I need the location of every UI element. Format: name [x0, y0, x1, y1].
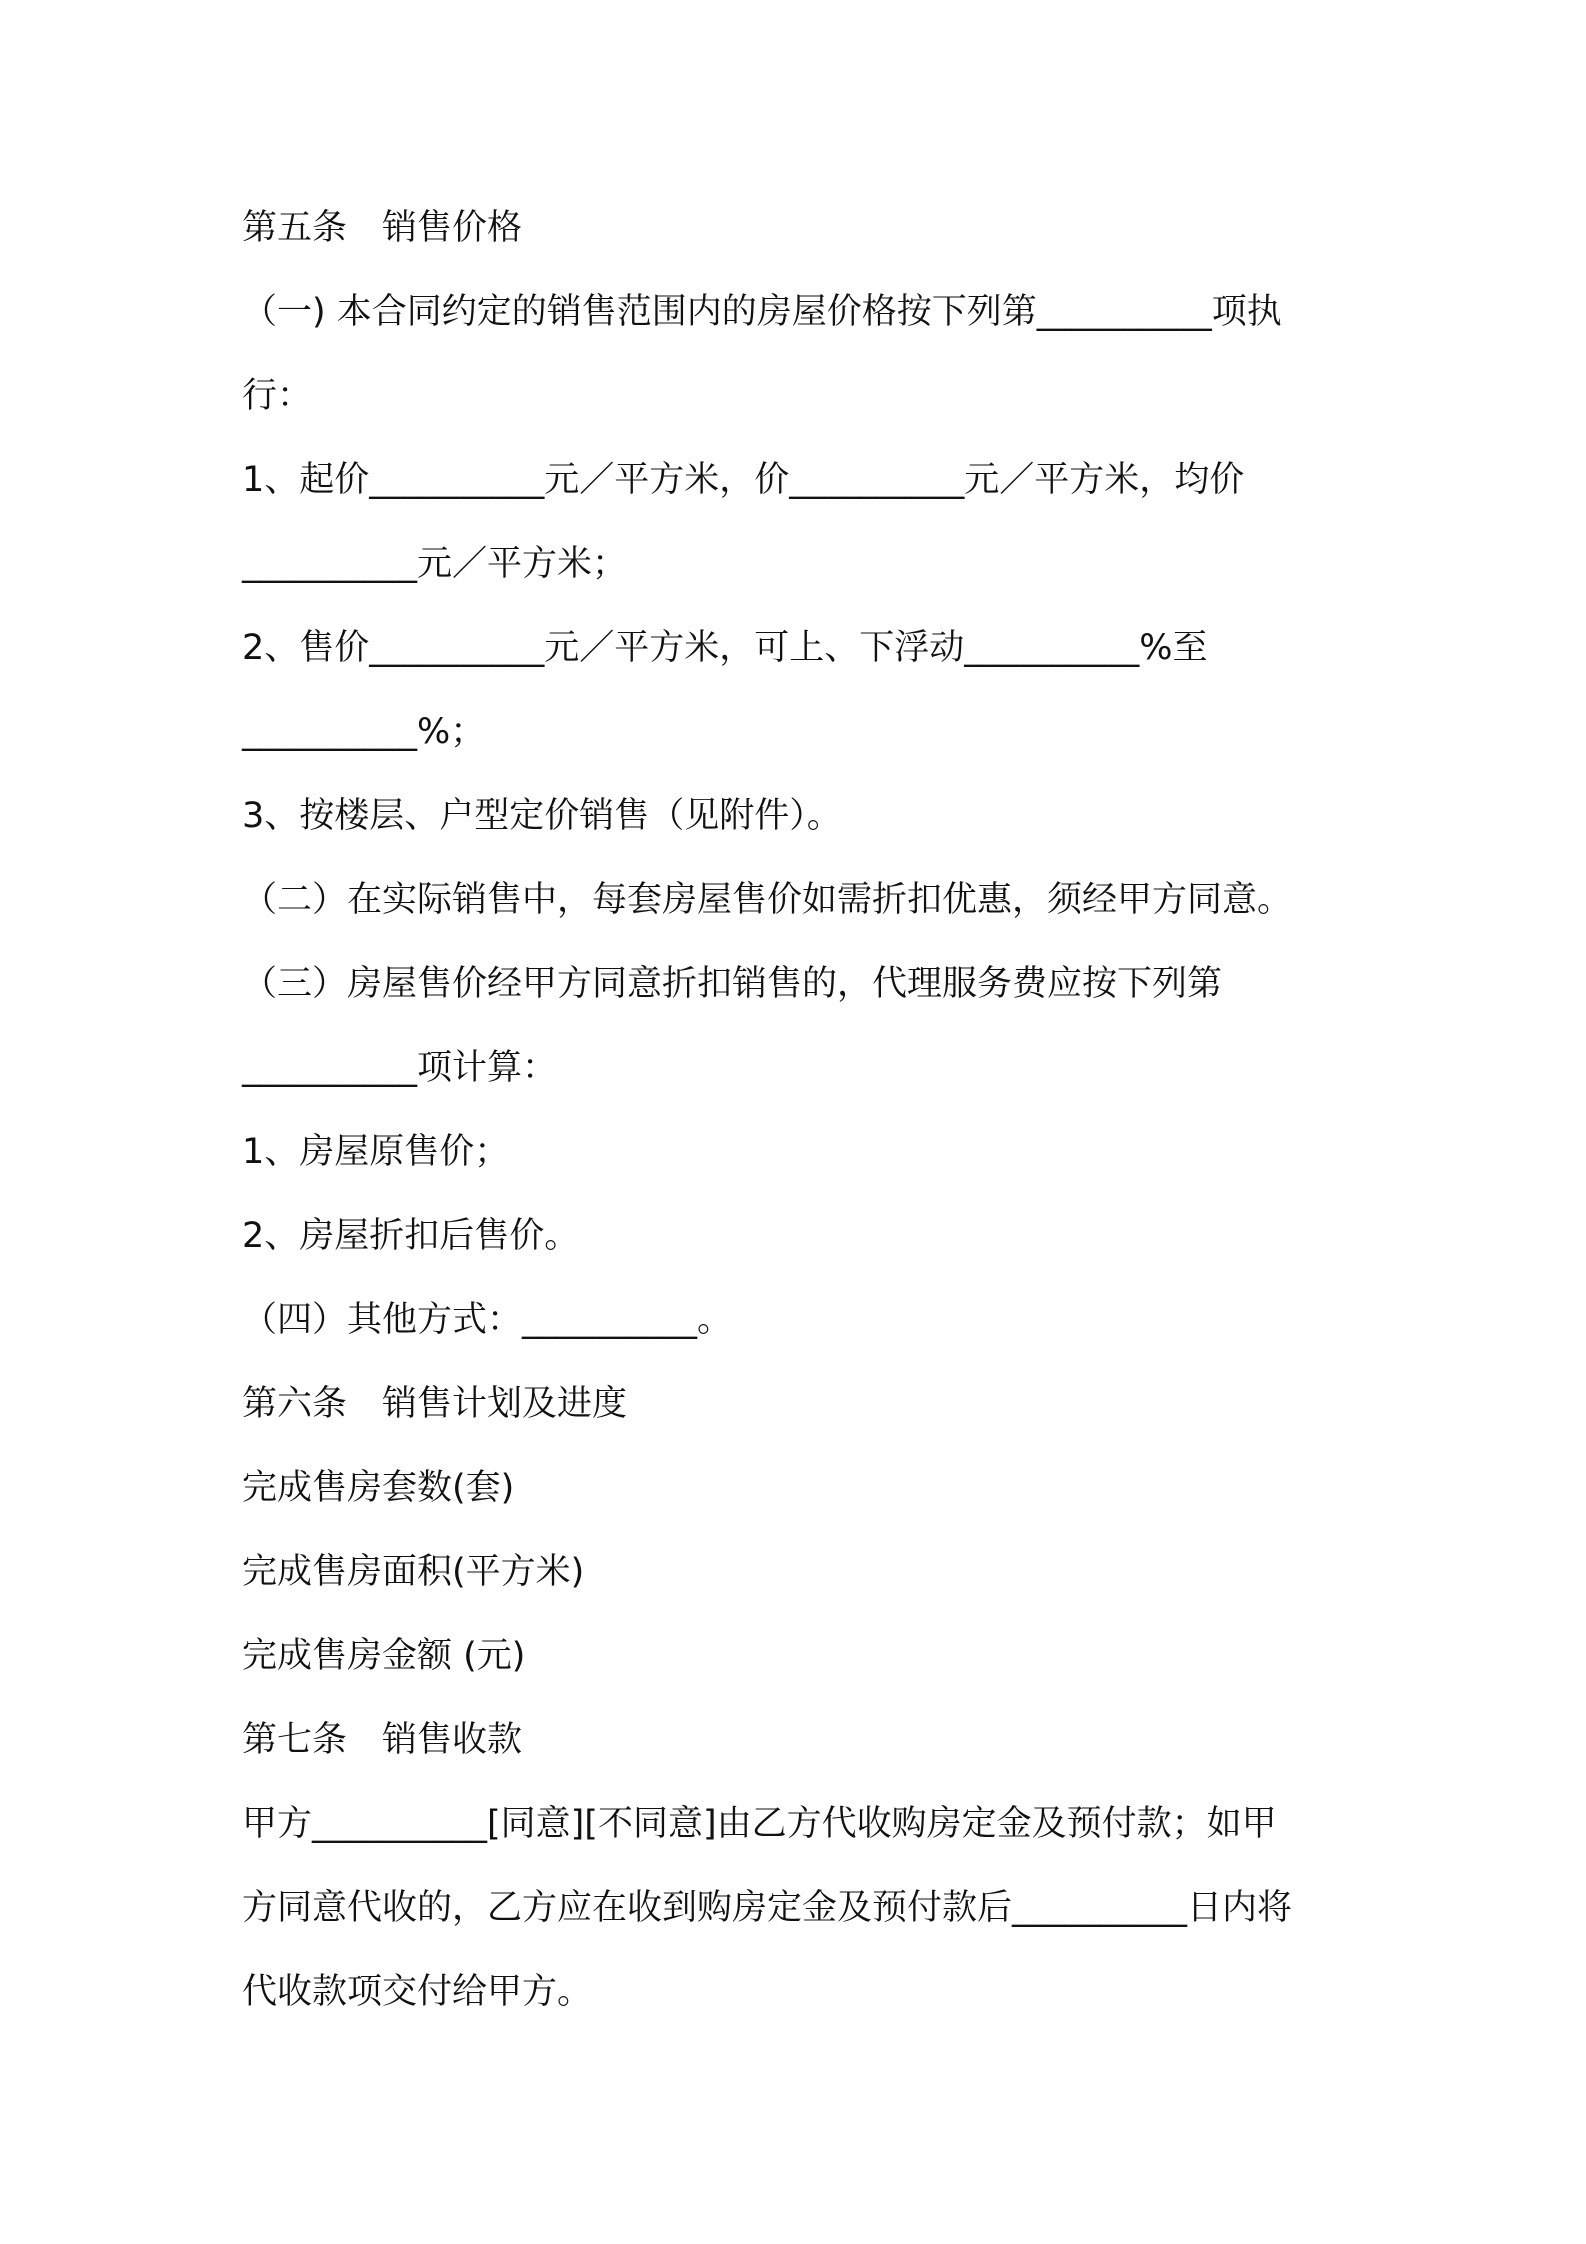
article-7-heading: 第七条 销售收款 [242, 1720, 523, 1760]
clause-4: （四）其他方式：__________。 [242, 1300, 733, 1340]
item-2-line-2: __________%； [242, 712, 486, 752]
item-1-line-1: 1、起价__________元／平方米，价__________元／平方米，均价 [242, 460, 1245, 500]
clause-3-item-1: 1、房屋原售价； [242, 1132, 510, 1172]
plan-amount-sold: 完成售房金额 (元) [242, 1636, 526, 1676]
article-6-heading: 第六条 销售计划及进度 [242, 1384, 628, 1424]
clause-3-item-2: 2、房屋折扣后售价。 [242, 1216, 580, 1256]
document-body [242, 200, 1362, 2048]
clause-1-line-1: （一) 本合同约定的销售范围内的房屋价格按下列第__________项执 [242, 292, 1282, 332]
item-3: 3、按楼层、户型定价销售（见附件）。 [242, 796, 842, 836]
item-1-line-2: __________元／平方米； [242, 544, 628, 584]
clause-3-line-2: __________项计算： [242, 1048, 558, 1088]
plan-area-sold: 完成售房面积(平方米) [242, 1552, 585, 1592]
plan-units-sold: 完成售房套数(套) [242, 1468, 515, 1508]
clause-3-line-1: （三）房屋售价经甲方同意折扣销售的，代理服务费应按下列第 [242, 964, 1223, 1004]
article-7-line-2: 方同意代收的，乙方应在收到购房定金及预付款后__________日内将 [242, 1888, 1293, 1928]
clause-2: （二）在实际销售中，每套房屋售价如需折扣优惠，须经甲方同意。 [242, 880, 1293, 920]
clause-1-line-2: 行： [242, 376, 313, 416]
article-7-line-3: 代收款项交付给甲方。 [242, 1972, 593, 2012]
article-7-line-1: 甲方__________[同意][不同意]由乙方代收购房定金及预付款；如甲 [242, 1804, 1277, 1844]
article-5-heading: 第五条 销售价格 [242, 208, 523, 248]
item-2-line-1: 2、售价__________元／平方米，可上、下浮动__________%至 [242, 628, 1208, 668]
